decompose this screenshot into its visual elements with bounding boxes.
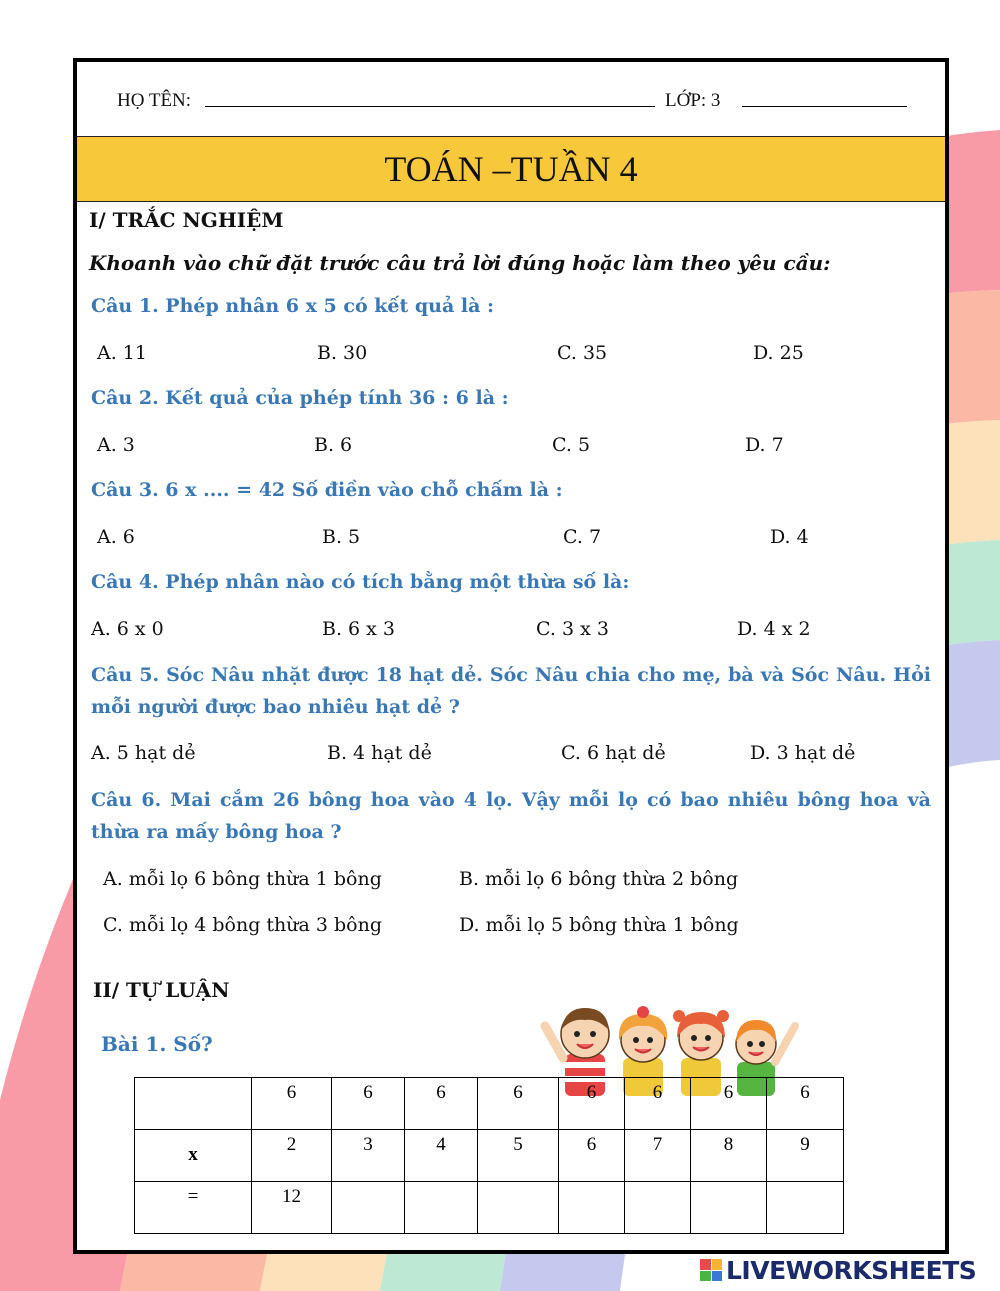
table-cell: 7 [625,1130,691,1182]
table-cell: 6 [691,1078,767,1130]
q6-option-b[interactable]: B. mỗi lọ 6 bông thừa 2 bông [459,868,739,890]
liveworksheets-logo-icon [700,1259,722,1281]
q1-option-b[interactable]: B. 30 [317,342,368,364]
table-cell: 2 [252,1130,332,1182]
q4-option-a[interactable]: A. 6 x 0 [91,618,164,640]
table-cell: 9 [767,1130,844,1182]
q2-option-d[interactable]: D. 7 [745,434,784,456]
table-cell: 8 [691,1130,767,1182]
q4-option-c[interactable]: C. 3 x 3 [536,618,609,640]
liveworksheets-logo [700,1256,976,1284]
worksheet [73,58,949,1254]
answer-cell[interactable] [405,1182,478,1234]
q4-option-d[interactable]: D. 4 x 2 [737,618,811,640]
q5-option-c[interactable]: C. 6 hạt dẻ [561,742,666,764]
name-label: HỌ TÊN: [117,90,192,111]
q5-option-a[interactable]: A. 5 hạt dẻ [91,742,196,764]
question-2: Câu 2. Kết quả của phép tính 36 : 6 là : [91,387,509,409]
answer-cell[interactable] [691,1182,767,1234]
q1-option-c[interactable]: C. 35 [557,342,608,364]
question-5: Câu 5. Sóc Nâu nhặt được 18 hạt dẻ. Sóc Nâu chia cho mẹ, bà và Sóc Nâu. Hỏi mỗi người được bao nhiêu hạt dẻ ? [91,664,931,718]
q6-option-d[interactable]: D. mỗi lọ 5 bông thừa 1 bông [459,914,739,936]
q2-option-c[interactable]: C. 5 [552,434,591,456]
question-3: Câu 3. 6 x .... = 42 Số điền vào chỗ chấm là : [91,479,563,501]
answer-cell[interactable] [625,1182,691,1234]
table-cell: 6 [405,1078,478,1130]
table-cell: 6 [559,1130,625,1182]
q2-option-b[interactable]: B. 6 [314,434,353,456]
q4-option-b[interactable]: B. 6 x 3 [322,618,396,640]
section-multiple-choice-heading: I/ TRẮC NGHIỆM [89,208,284,232]
instruction-text: Khoanh vào chữ đặt trước câu trả lời đúng hoặc làm theo yêu cầu: [89,251,831,275]
answer-cell[interactable] [767,1182,844,1234]
table-cell: 6 [625,1078,691,1130]
q3-option-a[interactable]: A. 6 [97,526,135,548]
answer-cell[interactable] [332,1182,405,1234]
q6-option-c[interactable]: C. mỗi lọ 4 bông thừa 3 bông [103,914,383,936]
q3-option-d[interactable]: D. 4 [770,526,809,548]
table-cell: = [135,1182,252,1234]
name-field[interactable] [205,106,655,107]
section-essay-heading: II/ TỰ LUẬN [93,978,230,1002]
page-title: TOÁN –TUẦN 4 [77,136,945,202]
multiplication-table [134,1077,844,1234]
table-cell [135,1078,252,1130]
q3-option-c[interactable]: C. 7 [563,526,602,548]
student-info-header [77,62,945,136]
table-row [135,1078,844,1130]
q5-option-d[interactable]: D. 3 hạt dẻ [750,742,856,764]
exercise-1-title: Bài 1. Số? [101,1032,213,1056]
q1-option-d[interactable]: D. 25 [753,342,804,364]
q5-option-b[interactable]: B. 4 hạt dẻ [327,742,432,764]
question-1: Câu 1. Phép nhân 6 x 5 có kết quả là : [91,295,495,317]
table-cell: 6 [478,1078,559,1130]
table-row [135,1182,844,1234]
table-row [135,1130,844,1182]
table-cell: 12 [252,1182,332,1234]
table-cell: 6 [332,1078,405,1130]
table-cell: 3 [332,1130,405,1182]
class-label: LỚP: 3 [665,90,721,111]
table-cell: 4 [405,1130,478,1182]
table-cell: 6 [767,1078,844,1130]
class-field[interactable] [742,106,907,107]
table-cell: 6 [559,1078,625,1130]
table-cell: 6 [252,1078,332,1130]
q1-option-a[interactable]: A. 11 [97,342,147,364]
q6-option-a[interactable]: A. mỗi lọ 6 bông thừa 1 bông [103,868,382,890]
answer-cell[interactable] [559,1182,625,1234]
table-cell: x [135,1130,252,1182]
answer-cell[interactable] [478,1182,559,1234]
q2-option-a[interactable]: A. 3 [97,434,135,456]
question-6: Câu 6. Mai cắm 26 bông hoa vào 4 lọ. Vậy mỗi lọ có bao nhiêu bông hoa và thừa ra mấy bông hoa ? [91,789,931,843]
question-4: Câu 4. Phép nhân nào có tích bằng một thừa số là: [91,571,630,593]
table-cell: 5 [478,1130,559,1182]
q3-option-b[interactable]: B. 5 [322,526,361,548]
brand-name: LIVEWORKSHEETS [726,1255,977,1285]
